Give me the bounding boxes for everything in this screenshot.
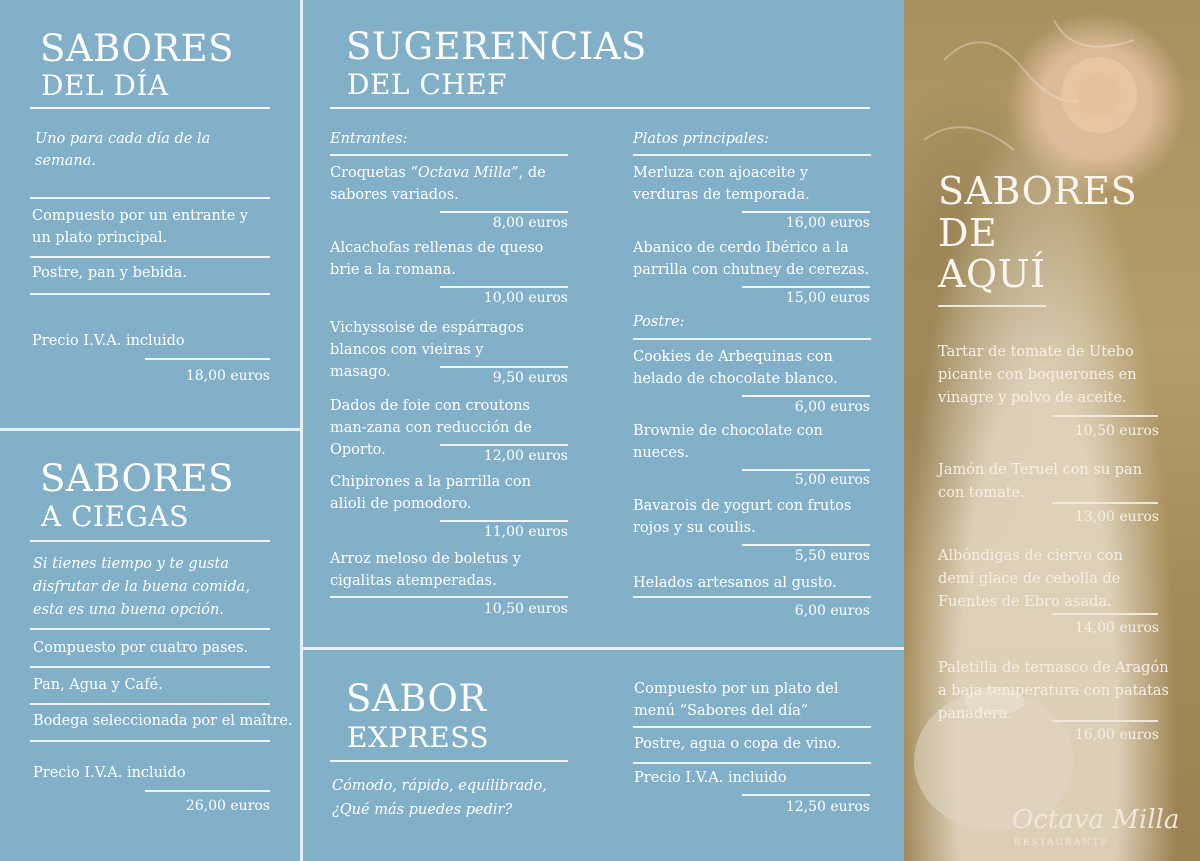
dia-item-1: Compuesto por un entrante y un plato principal. [32, 208, 249, 246]
dia-rule-2 [30, 256, 270, 258]
entrante-5-price: 11,00 euros [483, 524, 568, 540]
ciegas-rule-3 [30, 703, 270, 705]
restaurant-logo-subtitle: RESTAURANTE [1014, 838, 1109, 848]
ciegas-title-line1: SABORES [40, 457, 234, 500]
section-divider-middle [303, 647, 904, 650]
express-rule-2 [633, 762, 871, 764]
entrante-5-name: Chipirones a la parrilla con alioli de pomodoro. [330, 474, 531, 512]
aqui-item-3-name: Albóndigas de ciervo con demi glace de cebolla de Fuentes de Ebro asada. [938, 548, 1123, 610]
postre-1-name: Cookies de Arbequinas con helado de chocolate blanco. [633, 349, 838, 387]
dia-price-label: Precio I.V.A. incluido [32, 333, 185, 349]
dia-title-line2: DEL DÍA [41, 69, 169, 102]
ciegas-title-rule [30, 540, 270, 542]
postre-2-rule [742, 469, 870, 471]
entrante-3-price: 9,50 euros [492, 370, 568, 386]
ciegas-title-line2: A CIEGAS [41, 500, 189, 533]
principal-2-rule [742, 286, 870, 288]
postre-1-price: 6,00 euros [794, 399, 870, 415]
postre-3-name: Bavarois de yogurt con frutos rojos y su coulis. [633, 498, 852, 536]
entrante-1-rule [440, 211, 568, 213]
entrante-2-name: Alcachofas rellenas de queso brie a la romana. [330, 240, 544, 278]
entrante-4-price: 12,00 euros [483, 448, 568, 464]
principal-2-name: Abanico de cerdo Ibérico a la parrilla con chutney de cerezas. [633, 240, 870, 278]
express-price-label: Precio I.V.A. incluido [634, 770, 787, 786]
principal-1-price: 16,00 euros [785, 215, 870, 231]
postre-4-rule [633, 596, 871, 598]
principales-label-rule [633, 154, 871, 156]
express-title-line2: EXPRESS [347, 721, 490, 754]
express-price: 12,50 euros [785, 799, 870, 815]
ciegas-intro: Si tienes tiempo y te gusta disfrutar de la buena comida, esta es una buena opción. [33, 556, 250, 618]
express-intro-line1: Cómodo, rápido, equilibrado, [332, 778, 547, 794]
postre-label: Postre: [633, 314, 685, 330]
express-item-2: Postre, agua o copa de vino. [634, 736, 841, 752]
postre-4-name: Helados artesanos al gusto. [633, 575, 837, 591]
aqui-item-1-rule [1052, 415, 1158, 417]
aqui-item-4-price: 16,00 euros [1074, 727, 1159, 743]
dia-intro: Uno para cada día de la semana. [35, 131, 211, 169]
dia-price-rule [145, 358, 270, 360]
aqui-item-3-price: 14,00 euros [1074, 620, 1159, 636]
aqui-item-1-price: 10,50 euros [1074, 423, 1159, 439]
dia-rule-3 [30, 293, 270, 295]
entrante-2-rule [440, 286, 568, 288]
postre-2-price: 5,00 euros [794, 472, 870, 488]
principal-1-name: Merluza con ajoaceite y verduras de temporada. [633, 165, 810, 203]
ciegas-item-2: Pan, Agua y Café. [33, 677, 163, 693]
express-item-1: Compuesto por un plato del menú “Sabores del día” [634, 681, 839, 719]
principal-2-price: 15,00 euros [785, 290, 870, 306]
aqui-item-4-rule [1052, 720, 1158, 722]
ciegas-price: 26,00 euros [185, 798, 270, 814]
entrante-4-name: Dados de foie con croutons man-zana con reducción de Oporto. [330, 398, 532, 458]
ciegas-rule-4 [30, 740, 270, 742]
express-title-rule [330, 760, 568, 762]
entrante-1-name [330, 162, 560, 206]
postre-2-name: Brownie de chocolate con nueces. [633, 423, 823, 461]
postre-4-price: 6,00 euros [794, 603, 870, 619]
sabores-de-aqui-section [904, 0, 1200, 861]
entrante-2-price: 10,00 euros [483, 290, 568, 306]
aqui-item-1-name: Tartar de tomate de Utebo picante con boquerones en vinagre y polvo de aceite. [938, 344, 1137, 406]
aqui-title-line2: DE [938, 211, 998, 255]
entrante-4-rule [440, 444, 568, 446]
entrante-1-name-post: , de sabores variados. [330, 165, 546, 203]
entrante-1-price: 8,00 euros [492, 215, 568, 231]
section-divider-left [0, 428, 300, 431]
entrante-5-rule [440, 520, 568, 522]
aqui-title-line3: AQUÍ [938, 252, 1046, 296]
postre-3-price: 5,50 euros [794, 548, 870, 564]
column-divider-left [300, 0, 303, 861]
express-rule-1 [633, 726, 871, 728]
entrantes-label: Entrantes: [330, 131, 408, 147]
dia-title-rule [30, 107, 270, 109]
dia-price: 18,00 euros [185, 368, 270, 384]
ciegas-item-3: Bodega seleccionada por el maître. [33, 713, 293, 729]
chef-title-line1: SUGERENCIAS [346, 25, 647, 68]
entrante-6-price: 10,50 euros [483, 601, 568, 617]
principales-label: Platos principales: [633, 131, 770, 147]
dia-title-line1: SABORES [40, 27, 234, 70]
restaurant-logo: Octava Milla [1012, 805, 1180, 835]
entrantes-label-rule [330, 154, 568, 156]
entrante-1-name-em: Octava Milla” [417, 165, 519, 181]
aqui-item-2-rule [1052, 502, 1158, 504]
aqui-item-2-price: 13,00 euros [1074, 509, 1159, 525]
aqui-item-4-name: Paletilla de ternasco de Aragón a baja temperatura con patatas panadera. [938, 660, 1169, 722]
postre-3-rule [742, 544, 870, 546]
ciegas-price-label: Precio I.V.A. incluido [33, 765, 186, 781]
aqui-item-2-name: Jamón de Teruel con su pan con tomate. [938, 462, 1143, 501]
aqui-title-rule [938, 305, 1046, 307]
ciegas-rule-1 [30, 628, 270, 630]
ciegas-item-1: Compuesto por cuatro pases. [33, 640, 249, 656]
entrante-3-rule [440, 366, 568, 368]
entrante-6-rule [330, 596, 568, 598]
entrante-6-name: Arroz meloso de boletus y cigalitas atemperadas. [330, 551, 521, 589]
entrante-3-name: Vichyssoise de espárragos blancos con vieiras y masago. [330, 320, 524, 380]
dia-rule-1 [30, 197, 270, 199]
chef-title-line2: DEL CHEF [347, 68, 508, 101]
principal-1-rule [742, 211, 870, 213]
ciegas-price-rule [145, 790, 270, 792]
express-intro-line2: ¿Qué más puedes pedir? [332, 802, 513, 818]
express-title-line1: SABOR [346, 677, 487, 720]
ciegas-rule-2 [30, 666, 270, 668]
entrante-1-name-pre: Croquetas “ [330, 165, 418, 181]
express-price-rule [742, 794, 870, 796]
aqui-title-line1: SABORES [938, 169, 1138, 213]
dia-item-2: Postre, pan y bebida. [32, 265, 187, 281]
postre-1-rule [742, 395, 870, 397]
postre-label-rule [633, 338, 871, 340]
chef-title-rule [330, 107, 870, 109]
aqui-item-3-rule [1052, 613, 1158, 615]
